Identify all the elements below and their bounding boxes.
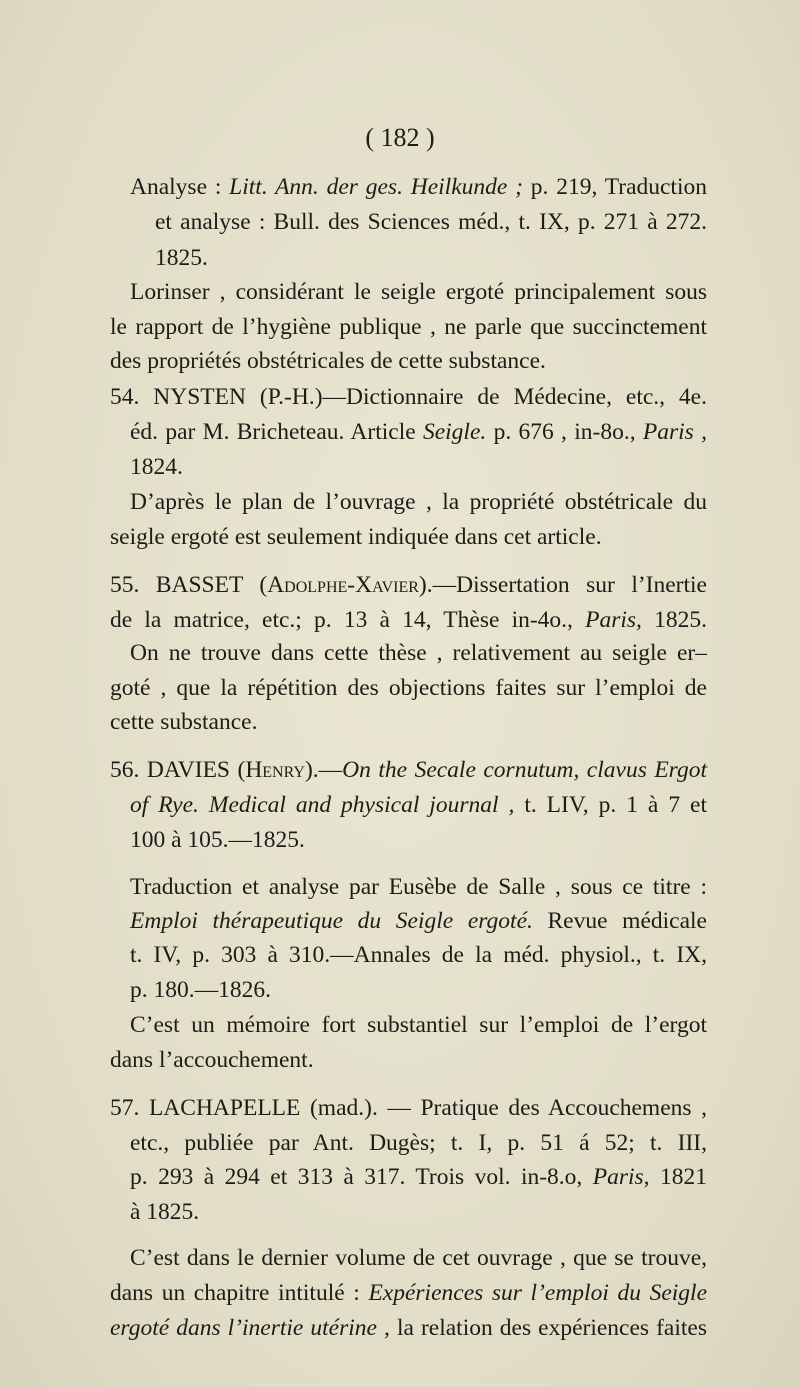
text-line (110, 755, 707, 785)
text-line (130, 1162, 707, 1192)
text-segment: Lorinser , considérant le seigle ergoté principalement sous (130, 279, 707, 305)
text-segment: cette substance. (110, 709, 258, 735)
text-segment: à 1825. (130, 1199, 200, 1225)
italic-text: On the Secale cornutum, clavus Ergot (342, 757, 707, 783)
text-line (110, 570, 707, 600)
text-line (110, 346, 546, 376)
text-line (155, 207, 707, 237)
text-line (130, 452, 183, 482)
text-line (110, 522, 602, 552)
italic-text: Expériences sur l’emploi du Seigle (368, 1280, 707, 1306)
text-line (110, 707, 257, 737)
text-segment: t. LIV, p. 1 à 7 et (514, 792, 707, 818)
text-line (130, 1010, 707, 1040)
text-segment: la relation des expériences faites (389, 1315, 707, 1341)
text-segment: C’est un mémoire fort substantiel sur l’emploi de l’ergot (130, 1012, 707, 1038)
text-line (130, 975, 271, 1005)
text-line (130, 638, 707, 668)
text-segment: dans un chapitre intitulé : (110, 1280, 369, 1306)
page-number: ( 182 ) (365, 123, 435, 152)
text-segment: On ne trouve dans cette thèse , relativement au seigle er– (130, 640, 707, 666)
text-segment: 100 à 105.—1825. (130, 827, 305, 853)
text-segment: des propriétés obstétricales de cette substance. (110, 348, 546, 374)
small-caps-text: Adolphe-Xavier (267, 572, 419, 598)
italic-text: Emploi thérapeutique du Seigle ergoté. (130, 908, 533, 934)
text-line (110, 1093, 707, 1123)
text-line (130, 906, 707, 936)
text-segment: p. 180.—1826. (130, 977, 271, 1003)
text-line (110, 382, 707, 412)
text-line (130, 1197, 199, 1227)
text-segment: etc., publiée par Ant. Dugès; t. I, p. 51 á 52; t. III, (130, 1130, 707, 1156)
text-line (130, 1128, 707, 1158)
text-line (130, 487, 707, 517)
text-segment: goté , que la répétition des objections faites sur l’emploi de (110, 675, 707, 701)
text-line (110, 605, 707, 635)
text-segment: et analyse : Bull. des Sciences méd., t. IX, p. 271 à 272. (155, 209, 707, 235)
text-segment: Traduction et analyse par Eusèbe de Salle , sous ce titre : (130, 874, 707, 900)
small-caps-text: Henry (245, 757, 305, 783)
text-segment: 54. NYSTEN (P.-H.)—Dictionnaire de Médecine, etc., 4e. (110, 384, 707, 410)
text-segment: ).— (304, 757, 343, 783)
text-segment: seigle ergoté est seulement indiquée dans cet article. (110, 524, 602, 550)
text-line (130, 417, 707, 447)
italic-text: Paris, (592, 1164, 650, 1190)
text-line (110, 1313, 707, 1343)
italic-text: Litt. Ann. der ges. Heilkunde ; (229, 174, 523, 200)
text-segment: p. 219, Traduction (522, 174, 707, 200)
text-segment: t. IV, p. 303 à 310.—Annales de la méd. physiol., t. IX, (130, 942, 707, 968)
italic-text: ergoté dans l’inertie utérine , (110, 1315, 390, 1341)
text-line (110, 312, 707, 342)
text-line (110, 1278, 707, 1308)
text-segment: 1825. (155, 245, 208, 271)
italic-text: of Rye. Medical and physical journal , (130, 792, 515, 818)
text-segment: p. 293 à 294 et 313 à 317. Trois vol. in-8.o, (130, 1164, 593, 1190)
text-segment: éd. par M. Bricheteau. Article (130, 419, 423, 445)
italic-text: Seigle. (422, 419, 487, 445)
text-segment: Revue médicale (532, 908, 707, 934)
text-segment: Analyse : (130, 174, 230, 200)
text-segment: C’est dans le dernier volume de cet ouvrage , que se trouve, (130, 1245, 707, 1271)
text-segment: 1824. (130, 454, 183, 480)
italic-text: Paris, (585, 607, 642, 633)
text-line (130, 872, 707, 902)
text-line (155, 243, 208, 273)
text-line (130, 825, 305, 855)
text-line (130, 277, 707, 307)
text-segment: le rapport de l’hygiène publique , ne parle que succinctement (110, 314, 707, 340)
text-line (110, 673, 707, 703)
text-segment: 55. BASSET ( (110, 572, 268, 598)
text-line (130, 1243, 707, 1273)
text-segment: de la matrice, etc.; p. 13 à 14, Thèse in-4o., (110, 607, 586, 633)
text-segment: p. 676 , in-8o., (486, 419, 643, 445)
text-segment: 1825. (641, 607, 708, 633)
text-segment: 57. LACHAPELLE (mad.). — Pratique des Accouchemens , (110, 1095, 707, 1121)
text-segment: ).—Dissertation sur l’Inertie (418, 572, 707, 598)
text-line (130, 940, 707, 970)
text-segment: D’après le plan de l’ouvrage , la propriété obstétricale du (130, 489, 707, 515)
text-segment: 1821 (649, 1164, 707, 1190)
text-segment: dans l’accouchement. (110, 1047, 314, 1073)
text-line (130, 790, 707, 820)
text-line (130, 172, 707, 202)
italic-text: Paris , (642, 419, 707, 445)
text-segment: 56. DAVIES ( (110, 757, 246, 783)
text-line (110, 1045, 314, 1075)
